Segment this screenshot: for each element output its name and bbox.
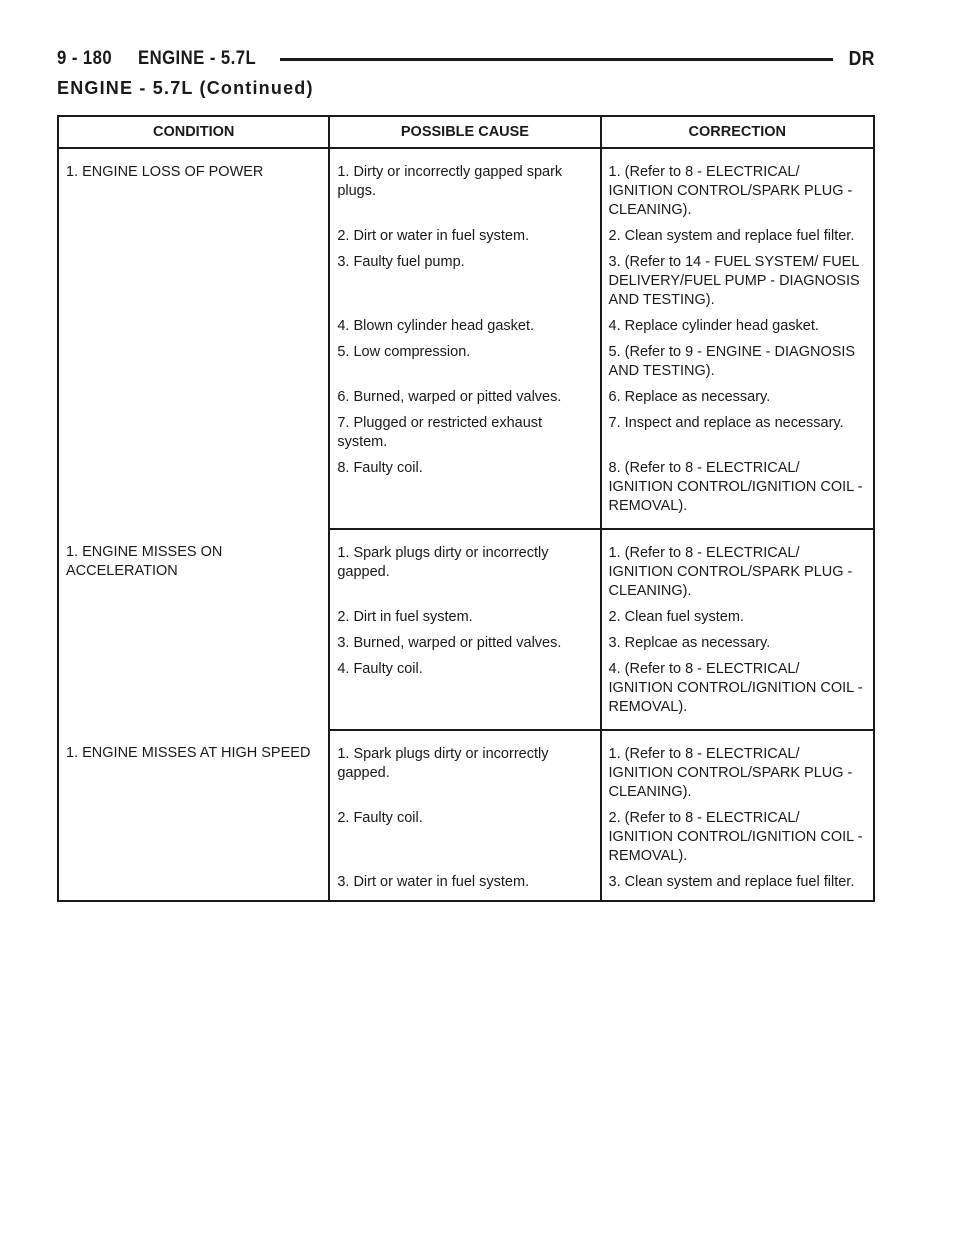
correction-cell: 2. (Refer to 8 - ELECTRICAL/ IGNITION CONTROL/IGNITION COIL - REMOVAL).	[601, 805, 874, 869]
correction-cell: 3. Clean system and replace fuel filter.	[601, 869, 874, 901]
page-header	[57, 44, 875, 74]
possible-cause-cell: 3. Faulty fuel pump.	[329, 249, 600, 313]
possible-cause-cell: 6. Burned, warped or pitted valves.	[329, 384, 600, 410]
correction-cell: 1. (Refer to 8 - ELECTRICAL/ IGNITION CONTROL/SPARK PLUG - CLEANING).	[601, 730, 874, 805]
correction-cell: 6. Replace as necessary.	[601, 384, 874, 410]
header-rule	[280, 58, 833, 61]
correction-cell: 4. (Refer to 8 - ELECTRICAL/ IGNITION CONTROL/IGNITION COIL - REMOVAL).	[601, 656, 874, 730]
possible-cause-cell: 8. Faulty coil.	[329, 455, 600, 529]
table-body	[58, 148, 874, 901]
possible-cause-cell: 1. Spark plugs dirty or incorrectly gapped.	[329, 529, 600, 604]
continued-title: ENGINE - 5.7L (Continued)	[57, 78, 314, 98]
condition-cell: 1. ENGINE MISSES ON ACCELERATION	[66, 544, 223, 579]
condition-cell: 1. ENGINE MISSES AT HIGH SPEED	[66, 745, 311, 761]
table-header-row	[58, 116, 874, 148]
diagnosis-table	[57, 115, 875, 902]
correction-cell: 5. (Refer to 9 - ENGINE - DIAGNOSIS AND TESTING).	[601, 339, 874, 384]
correction-cell: 3. (Refer to 14 - FUEL SYSTEM/ FUEL DELIVERY/FUEL PUMP - DIAGNOSIS AND TESTING).	[601, 249, 874, 313]
correction-cell: 2. Clean fuel system.	[601, 604, 874, 630]
possible-cause-cell: 4. Faulty coil.	[329, 656, 600, 730]
possible-cause-cell: 2. Faulty coil.	[329, 805, 600, 869]
condition-cell: 1. ENGINE LOSS OF POWER	[66, 164, 264, 180]
correction-cell: 4. Replace cylinder head gasket.	[601, 313, 874, 339]
table-row	[58, 529, 874, 604]
page-number: 9 - 180	[57, 48, 113, 69]
correction-cell: 2. Clean system and replace fuel filter.	[601, 223, 874, 249]
table-row	[58, 148, 874, 223]
possible-cause-cell: 3. Burned, warped or pitted valves.	[329, 630, 600, 656]
model-code: DR	[848, 47, 875, 70]
possible-cause-cell: 2. Dirt or water in fuel system.	[329, 223, 600, 249]
correction-cell: 3. Replcae as necessary.	[601, 630, 874, 656]
possible-cause-cell: 5. Low compression.	[329, 339, 600, 384]
possible-cause-cell: 7. Plugged or restricted exhaust system.	[329, 410, 600, 455]
possible-cause-cell: 2. Dirt in fuel system.	[329, 604, 600, 630]
correction-cell: 1. (Refer to 8 - ELECTRICAL/ IGNITION CONTROL/SPARK PLUG - CLEANING).	[601, 148, 874, 223]
possible-cause-cell: 3. Dirt or water in fuel system.	[329, 869, 600, 901]
table-row	[58, 730, 874, 805]
column-header-condition: CONDITION	[58, 116, 329, 148]
correction-cell: 1. (Refer to 8 - ELECTRICAL/ IGNITION CONTROL/SPARK PLUG - CLEANING).	[601, 529, 874, 604]
column-header-correction: CORRECTION	[601, 116, 874, 148]
possible-cause-cell: 4. Blown cylinder head gasket.	[329, 313, 600, 339]
correction-cell: 7. Inspect and replace as necessary.	[601, 410, 874, 455]
column-header-possible-cause: POSSIBLE CAUSE	[329, 116, 600, 148]
section-title: ENGINE - 5.7L	[137, 48, 256, 69]
correction-cell: 8. (Refer to 8 - ELECTRICAL/ IGNITION CONTROL/IGNITION COIL - REMOVAL).	[601, 455, 874, 529]
possible-cause-cell: 1. Dirty or incorrectly gapped spark plugs.	[329, 148, 600, 223]
possible-cause-cell: 1. Spark plugs dirty or incorrectly gapped.	[329, 730, 600, 805]
